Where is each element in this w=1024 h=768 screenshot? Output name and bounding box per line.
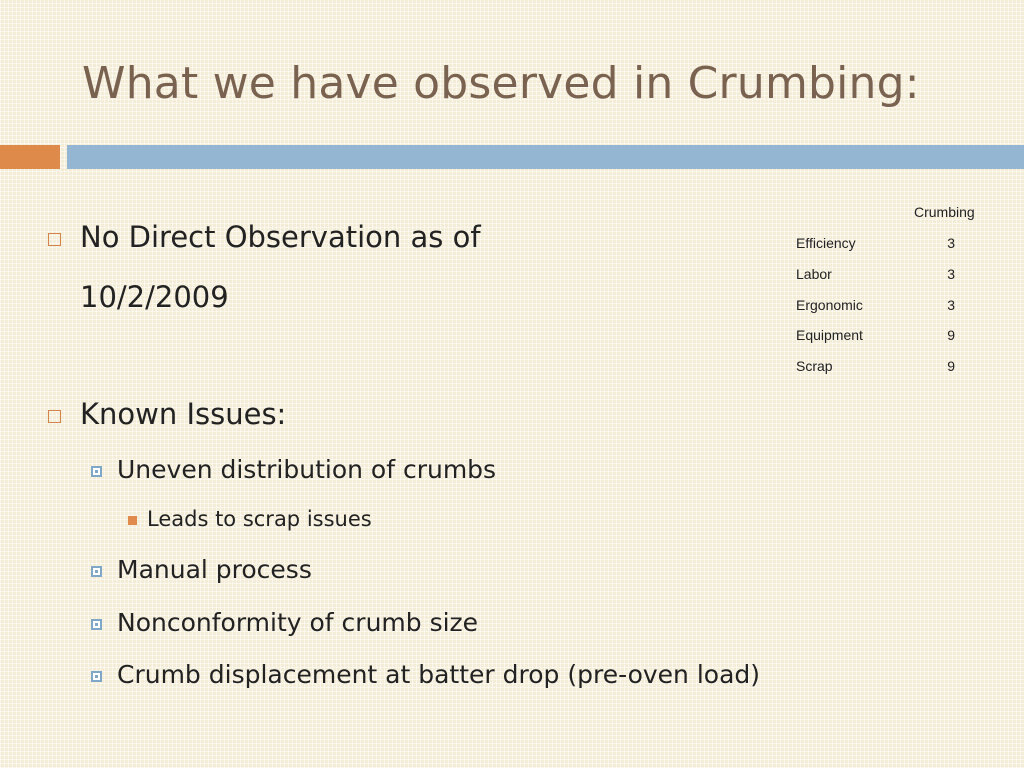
table-row-label: Ergonomic (796, 297, 863, 313)
square-bullet-icon (91, 466, 102, 477)
table-row-label: Labor (796, 266, 832, 282)
table-row-label: Equipment (796, 327, 863, 343)
bullet-known-issues: Known Issues: (80, 397, 287, 431)
accent-bar-blue (67, 145, 1024, 169)
square-bullet-icon (48, 233, 61, 246)
bullet-observation-date: 10/2/2009 (80, 280, 229, 314)
issue-manual-process: Manual process (117, 555, 312, 584)
square-bullet-icon (48, 410, 61, 423)
table-column-header: Crumbing (914, 204, 975, 220)
table-row-value: 3 (947, 297, 955, 313)
accent-bar-orange (0, 145, 60, 169)
table-row-label: Scrap (796, 358, 833, 374)
bullet-no-direct-observation: No Direct Observation as of (80, 220, 481, 254)
table-row-value: 3 (947, 235, 955, 251)
slide-title: What we have observed in Crumbing: (82, 58, 920, 109)
table-row-value: 3 (947, 266, 955, 282)
square-bullet-icon (91, 671, 102, 682)
table-row-value: 9 (947, 327, 955, 343)
square-bullet-icon (128, 516, 137, 525)
table-row-value: 9 (947, 358, 955, 374)
square-bullet-icon (91, 566, 102, 577)
issue-uneven-distribution: Uneven distribution of crumbs (117, 455, 497, 484)
issue-nonconformity: Nonconformity of crumb size (117, 608, 479, 637)
table-row-label: Efficiency (796, 235, 856, 251)
issue-crumb-displacement: Crumb displacement at batter drop (pre-oven load) (117, 660, 761, 689)
issue-leads-to-scrap: Leads to scrap issues (147, 507, 372, 531)
square-bullet-icon (91, 619, 102, 630)
